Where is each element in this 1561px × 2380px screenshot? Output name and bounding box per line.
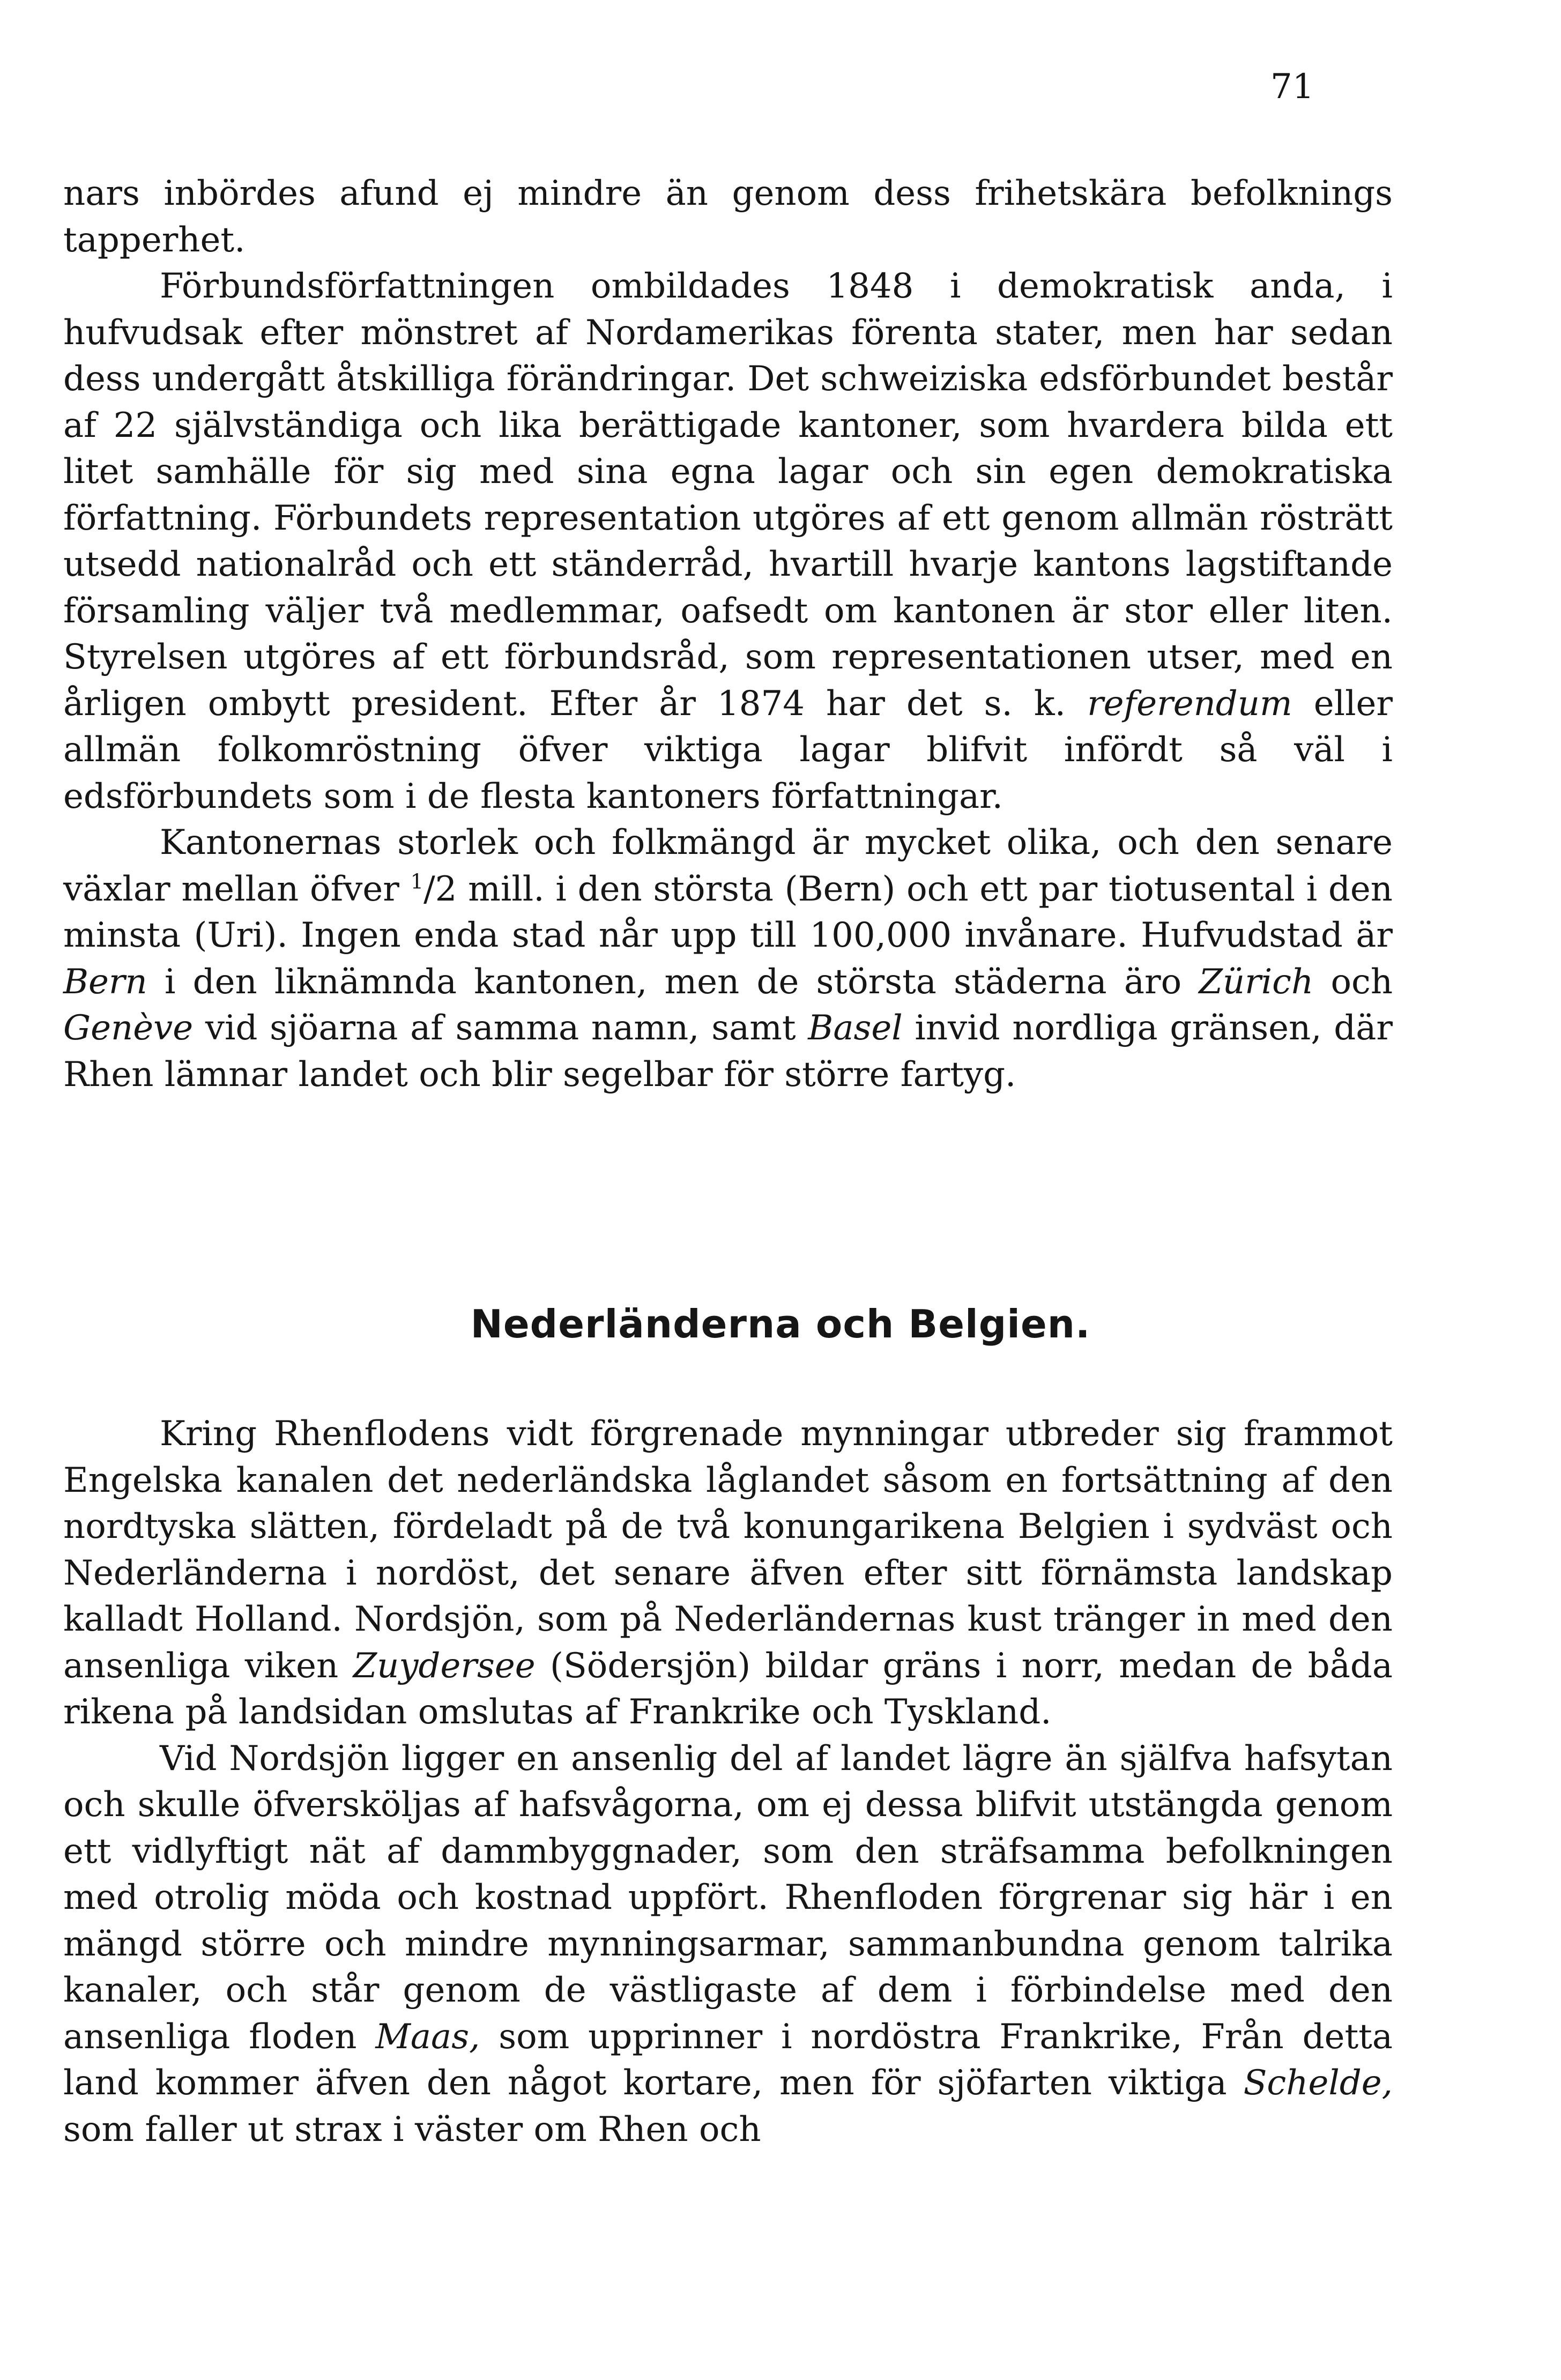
paragraph-text: i den liknämnda kantonen, men de största städerna äro <box>164 962 1182 1002</box>
paragraph-text: Förbundsförfattningen ombildades 1848 i demokratisk anda, i hufvudsak efter mönstret af Nordamerikas förenta stater, men har sedan dess undergått åtskilliga förändringar. Det schweiziska edsförbundet består af 22 självständiga och lika berättigade kantoner, som hvardera bilda ett litet samhälle för sig med sina egna lagar och sin egen demokratiska författning. Förbundets representation utgöres af ett genom allmän rösträtt utsedd nationalråd och ett ständerråd, hvartill hvarje kantons lagstiftande församling väljer två medlemmar, oafsedt om kantonen är stor eller liten. Styrelsen utgöres af ett förbundsråd, som representationen utser, med en årligen ombytt president. Efter år 1874 har det s. k. <box>63 266 1393 724</box>
paragraph-text: som faller ut strax i väster om Rhen och <box>63 2109 761 2150</box>
italic-place-zuydersee: Zuydersee <box>353 1646 536 1686</box>
fraction-numerator: 1 <box>410 869 424 894</box>
paragraph-text: invid nordliga gränsen, där Rhen lämnar landet och blir segelbar för större fartyg. <box>63 1008 1393 1095</box>
paragraph-cantons <box>63 820 1393 1098</box>
italic-place-zurich: Zürich <box>1199 962 1314 1002</box>
paragraph-text: eller allmän folkomröstning öfver viktiga lagar blifvit infördt så väl i edsförbundets som i de flesta kantoners författningar. <box>63 683 1393 816</box>
paragraph-text: vid sjöarna af samma namn, samt <box>205 1008 796 1048</box>
paragraph-text: som upprinner i nordöstra Frankrike, Från detta land kommer äfven den något kortare, men för sjöfarten viktiga <box>63 2017 1393 2103</box>
paragraph-text: Kantonernas storlek och folkmängd är mycket olika, och den senare växlar mellan öfver <box>63 823 1393 909</box>
paragraph-text: och <box>1330 962 1393 1002</box>
section-heading: Nederländerna och Belgien. <box>470 1301 1091 1347</box>
italic-place-schelde: Schelde, <box>1243 2063 1393 2103</box>
paragraph-geography <box>63 1411 1393 1736</box>
paragraph-text: Vid Nordsjön ligger en ansenlig del af landet lägre än själfva hafsytan och skulle öfversköljas af hafsvågorna, om ej dessa blifvit utstängda genom ett vidlyftigt nät af dammbyggnader, som den sträfsamma befolkningen med otrolig möda och kostnad uppfört. Rhenfloden förgrenar sig här i en mängd större och mindre mynningsarmar, sammanbundna genom talrika kanaler, och står genom de västligaste af dem i förbindelse med den ansenliga floden <box>63 1738 1393 2057</box>
paragraph-text: (Södersjön) bildar gräns i norr, medan de båda rikena på landsidan omslutas af Frankrike och Tyskland. <box>63 1646 1393 1732</box>
paragraph-north-sea <box>63 1736 1393 2153</box>
top-section <box>63 170 1393 1098</box>
bottom-section <box>63 1411 1393 2153</box>
italic-term-referendum: referendum <box>1087 683 1292 724</box>
page-number: 71 <box>1270 67 1314 107</box>
paragraph-text: mill. i den största (Bern) och ett par tiotusental i den minsta (Uri). Ingen enda stad når upp till 100,000 invånare. Hufvudstad är <box>63 869 1393 955</box>
paragraph-text: Kring Rhenflodens vidt förgrenade mynningar utbreder sig frammot Engelska kanalen det nederländska låglandet såsom en fortsättning af den nordtyska slätten, fördeladt på de två konungarikena Belgien i sydväst och Nederländerna i nordöst, det senare äfven efter sitt förnämsta landskap kalladt Holland. Nordsjön, som på Nederländernas kust tränger in med den ansenliga viken <box>63 1414 1393 1686</box>
paragraph-continuation: nars inbördes afund ej mindre än genom dess frihetskära befolknings tapperhet. <box>63 174 1393 260</box>
fraction-denominator: /2 <box>423 869 457 909</box>
italic-place-geneve: Genève <box>63 1008 194 1048</box>
paragraph-constitution <box>63 263 1393 820</box>
italic-place-bern: Bern <box>63 962 147 1002</box>
italic-place-maas: Maas, <box>375 2017 480 2057</box>
italic-place-basel: Basel <box>808 1008 903 1048</box>
